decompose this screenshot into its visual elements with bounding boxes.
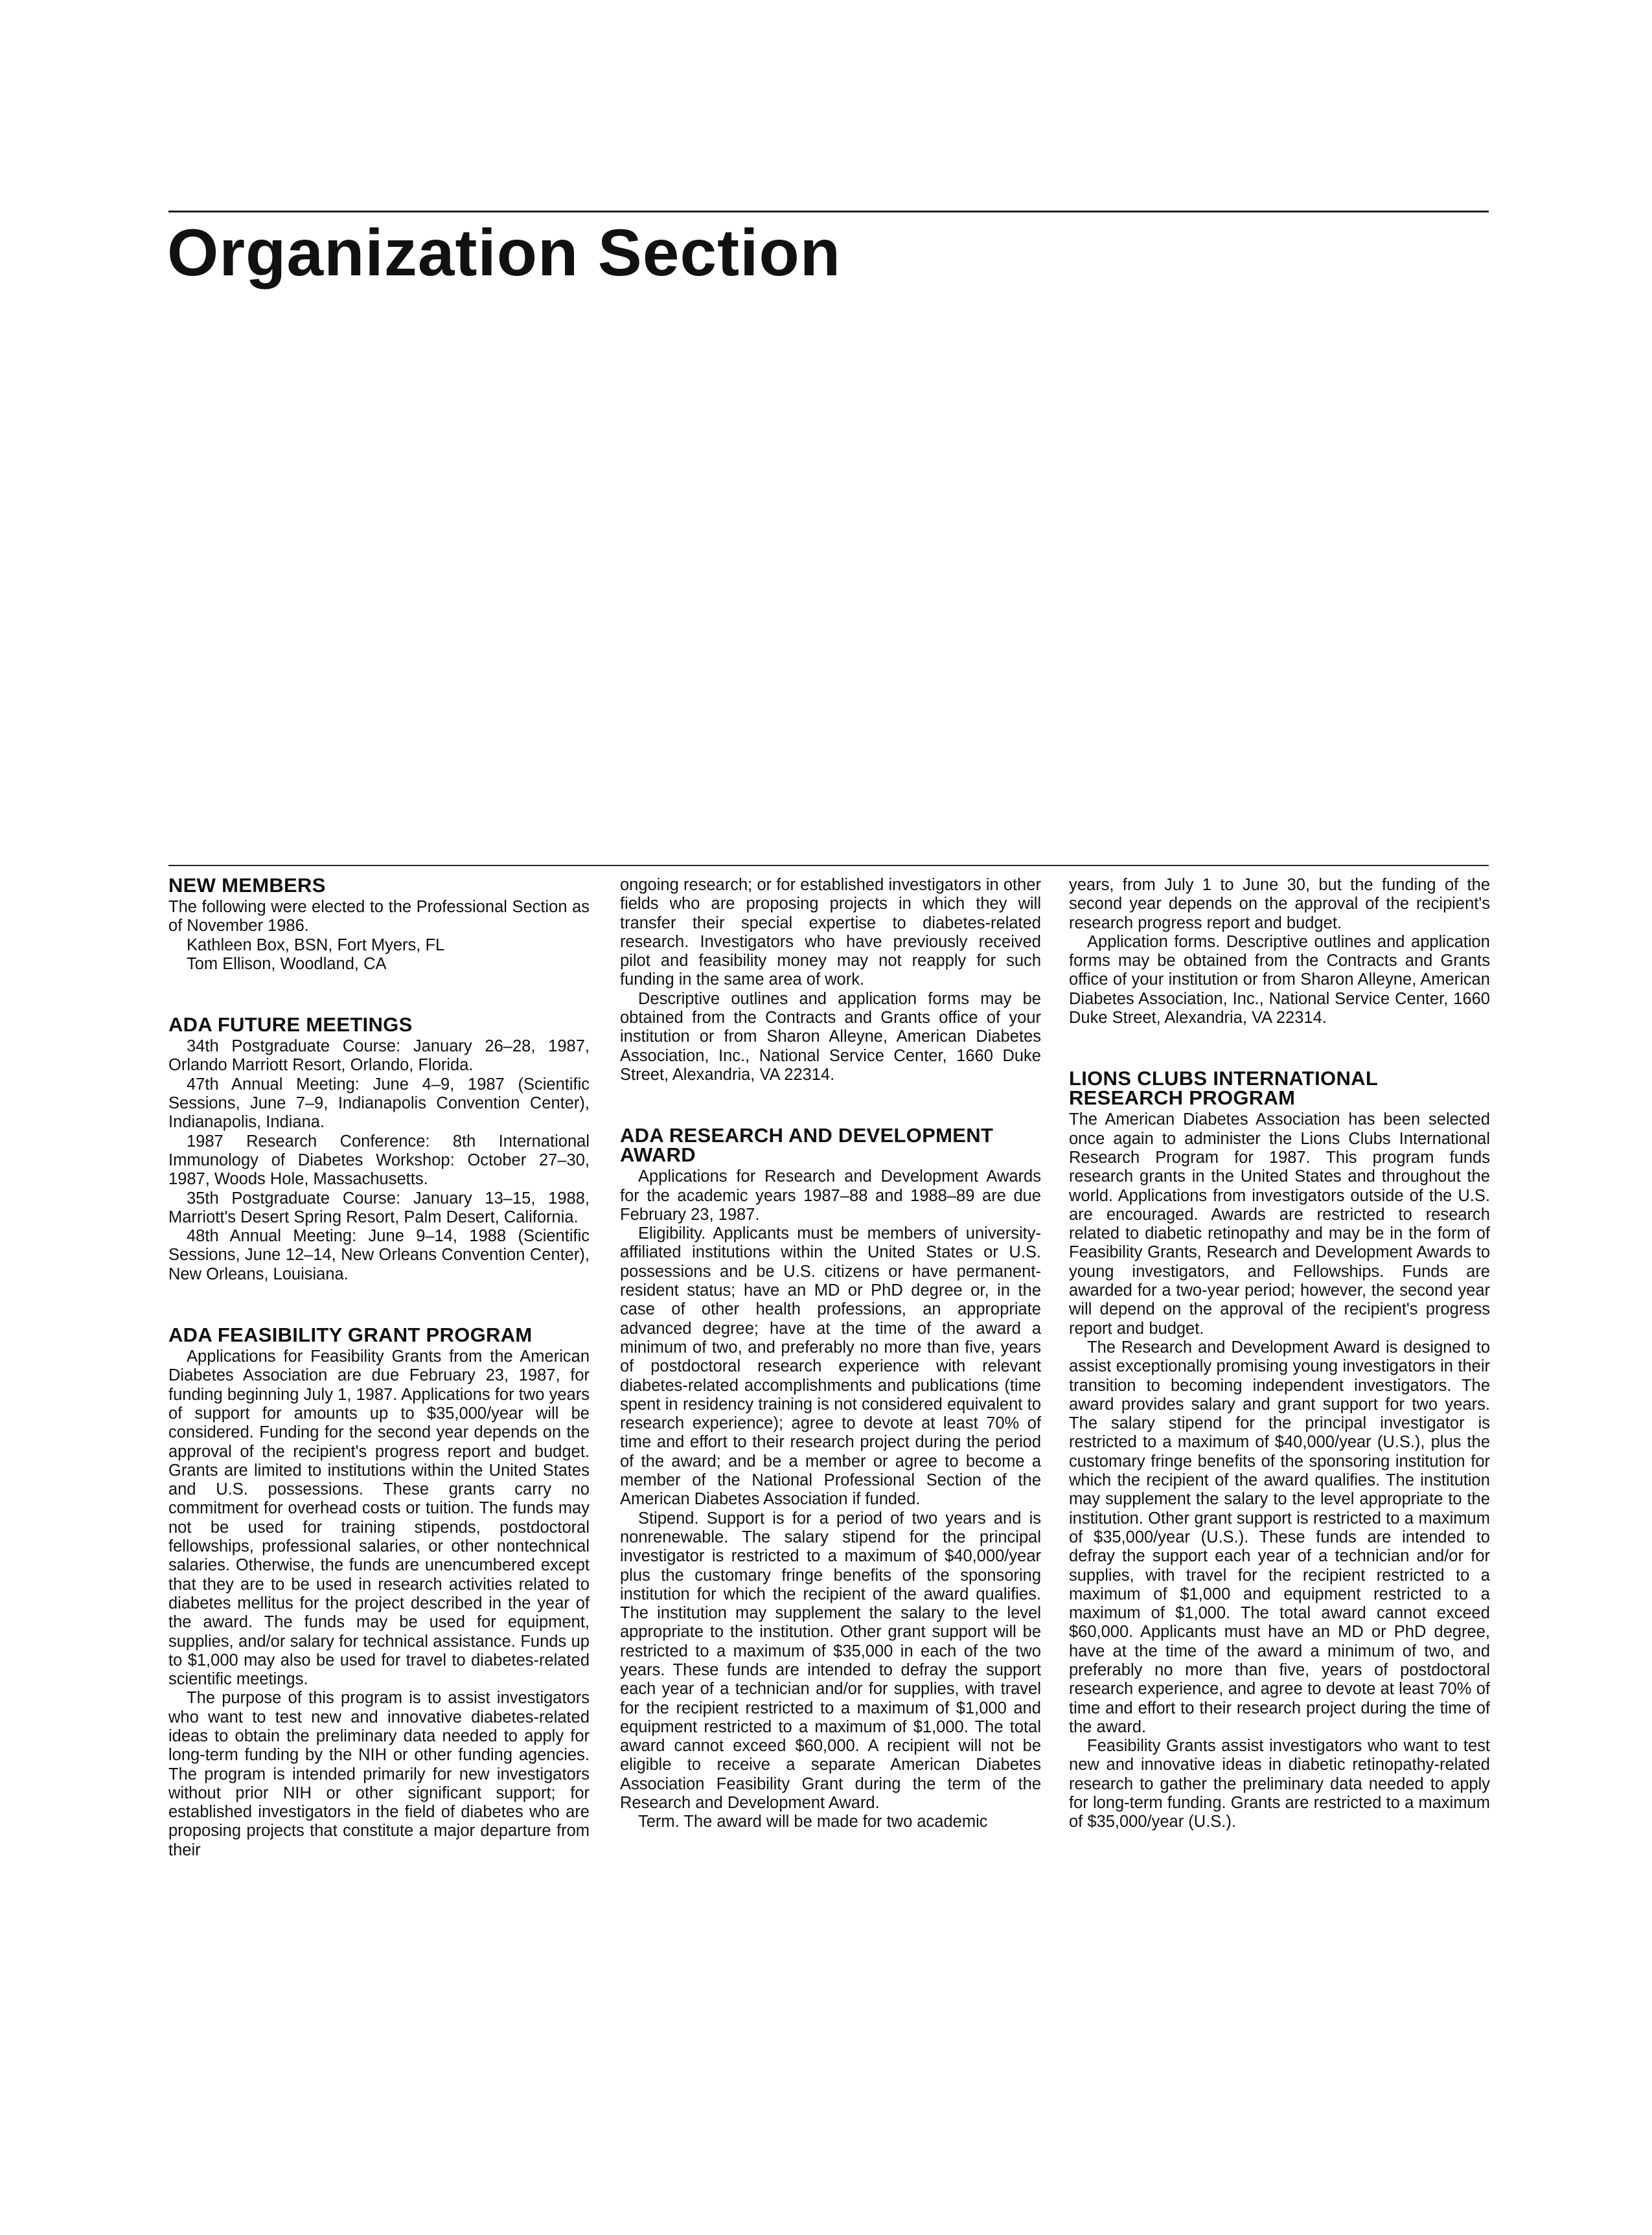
lions-paragraph: The Research and Development Award is designed to assist exceptionally promising young investigators in their transition to becoming independent investigators. The award provides salary and grant support for two years. The salary stipend for the principal investigator is restricted to a maximum of $40,000/year (U.S.), plus the customary fringe benefits of the sponsoring institution for which the recipient of the award qualifies. The institution may supplement the salary to the level appropriate to the institution. Other grant support is restricted to a maximum of $35,000/year (U.S.). These funds are intended to defray the support each year of a technician and/or for supplies, with travel for the recipient restricted to a maximum of $1,000 and equipment restricted to a maximum of $1,000. The total award cannot exceed $60,000. Applicants must have an MD or PhD degree, have at the time of the award a minimum of two, and preferably no more than five, years of postdoctoral research experience, and agree to devote at least 70% of time and effort to their research project during the time of the award. [1069, 1338, 1490, 1736]
application-forms-paragraph: Application forms. Descriptive outlines and application forms may be obtained from the Contracts and Grants office of your institution or from Sharon Alleyne, American Diabetes Association, Inc., National Service Center, 1660 Duke Street, Alexandria, VA 22314. [1069, 932, 1490, 1027]
feasibility-forms-paragraph: Descriptive outlines and application forms may be obtained from the Contracts and Grants office of your institution or from Sharon Alleyne, American Diabetes Association, Inc., National Service Center, 1660 Duke Street, Alexandria, VA 22314. [620, 989, 1041, 1084]
meeting-item: 35th Postgraduate Course: January 13–15, 1988, Marriott's Desert Spring Resort, Palm Desert, California. [168, 1189, 590, 1226]
feasibility-continued: ongoing research; or for established investigators in other fields who are proposing projects in which they will transfer their special expertise to diabetes-related research. Investigators who have previously received pilot and feasibility money may not reapply for such funding in the same area of work. [620, 876, 1041, 989]
new-members-intro: The following were elected to the Professional Section as of November 1986. [168, 898, 590, 935]
rd-term: Term. The award will be made for two academic [638, 1813, 988, 1831]
future-meetings-heading: ADA FUTURE MEETINGS [168, 1013, 413, 1037]
member-entry: Kathleen Box, BSN, Fort Myers, FL [187, 935, 445, 954]
lions-paragraph: Feasibility Grants assist investigators who want to test new and innovative ideas in diabetic retinopathy-related research to gather the preliminary data needed to apply for long-term funding. Grants are restricted to a maximum of $35,000/year (U.S.). [1069, 1737, 1490, 1831]
page-title: Organization Section [167, 216, 842, 290]
member-entry: Tom Ellison, Woodland, CA [187, 954, 387, 973]
column-3 [1069, 876, 1490, 1832]
meeting-item: 47th Annual Meeting: June 4–9, 1987 (Scientific Sessions, June 7–9, Indianapolis Convention Center), Indianapolis, Indiana. [168, 1075, 590, 1132]
term-continued: years, from July 1 to June 30, but the funding of the second year depends on the approval of the recipient's research progress report and budget. [1069, 876, 1490, 932]
section-divider-rule [168, 865, 1489, 866]
rd-intro: Applications for Research and Development Awards for the academic years 1987–88 and 1988–89 are due February 23, 1987. [620, 1167, 1041, 1224]
column-2 [620, 876, 1041, 1832]
lions-heading: LIONS CLUBS INTERNATIONAL RESEARCH PROGRAM [1069, 1067, 1378, 1110]
feasibility-heading: ADA FEASIBILITY GRANT PROGRAM [168, 1324, 533, 1347]
new-members-heading: NEW MEMBERS [168, 874, 326, 897]
rd-stipend: Stipend. Support is for a period of two years and is nonrenewable. The salary stipend for the principal investigator is restricted to a maximum of $40,000/year plus the customary fringe benefits of the sponsoring institution for which the recipient of the award qualifies. The institution may supplement the salary to the level appropriate to the institution. Other grant support will be restricted to a maximum of $35,000 in each of the two years. These funds are intended to defray the support each year of a technician and/or for supplies, with travel for the recipient restricted to a maximum of $1,000 and equipment restricted to a maximum of $1,000. The total award cannot exceed $60,000. A recipient will not be eligible to receive a separate American Diabetes Association Feasibility Grant during the term of the Research and Development Award. [620, 1509, 1041, 1813]
rd-award-heading: ADA RESEARCH AND DEVELOPMENT AWARD [620, 1124, 994, 1167]
rd-eligibility: Eligibility. Applicants must be members of university-affiliated institutions within the United States or U.S. possessions and be U.S. citizens or have permanent-resident status; have an MD or PhD degree or, in the case of other health professions, an appropriate advanced degree; have at the time of the award a minimum of two, and preferably no more than five, years of postdoctoral research experience with relevant diabetes-related accomplishments and publications (time spent in residency training is not considered equivalent to research experience); agree to devote at least 70% of time and effort to their research project during the period of the award; and be a member or agree to become a member of the National Professional Section of the American Diabetes Association if funded. [620, 1224, 1041, 1509]
feasibility-paragraph: The purpose of this program is to assist investigators who want to test new and innovative diabetes-related ideas to obtain the preliminary data needed to apply for long-term funding by the NIH or other funding agencies. The program is intended primarily for new investigators without prior NIH or other significant support; for established investigators in the field of diabetes who are proposing projects that constitute a major departure from their [168, 1689, 590, 1859]
meeting-item: 1987 Research Conference: 8th International Immunology of Diabetes Workshop: October 27–30, 1987, Woods Hole, Massachusetts. [168, 1132, 590, 1189]
lions-paragraph: The American Diabetes Association has been selected once again to administer the Lions Clubs International Research Program for 1987. This program funds research grants in the United States and throughout the world. Applications from investigators outside of the U.S. are encouraged. Awards are restricted to research related to diabetic retinopathy and may be in the form of Feasibility Grants, Research and Development Awards to young investigators, and Fellowships. Funds are awarded for a two-year period; however, the second year will depend on the approval of the recipient's progress report and budget. [1069, 1110, 1490, 1338]
top-rule [168, 211, 1489, 212]
meeting-item: 34th Postgraduate Course: January 26–28, 1987, Orlando Marriott Resort, Orlando, Florida. [168, 1037, 590, 1075]
column-1 [168, 876, 590, 1860]
meeting-item: 48th Annual Meeting: June 9–14, 1988 (Scientific Sessions, June 12–14, New Orleans Convention Center), New Orleans, Louisiana. [168, 1227, 590, 1283]
feasibility-paragraph: Applications for Feasibility Grants from the American Diabetes Association are due February 23, 1987, for funding beginning July 1, 1987. Applications for two years of support for amounts up to $35,000/year will be considered. Funding for the second year depends on the approval of the recipient's progress report and budget. Grants are limited to institutions within the United States and U.S. possessions. These grants carry no commitment for overhead costs or tuition. The funds may not be used for training stipends, postdoctoral fellowships, professional salaries, or other nontechnical salaries. Otherwise, the funds are unencumbered except that they are to be used in research activities related to diabetes mellitus for the project described in the year of the award. The funds may be used for equipment, supplies, and/or salary for technical assistance. Funds up to $1,000 may also be used for travel to diabetes-related scientific meetings. [168, 1347, 590, 1689]
